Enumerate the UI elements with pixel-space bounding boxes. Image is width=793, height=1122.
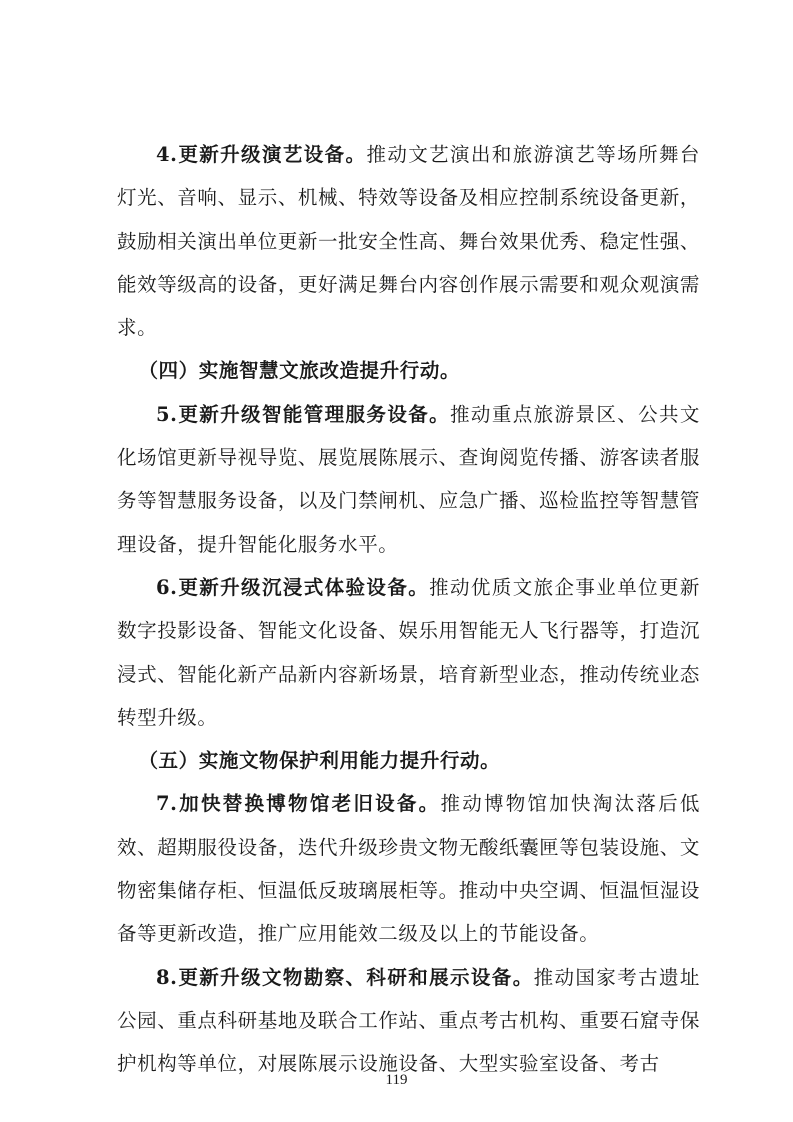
- paragraph-performance-equipment: [117, 133, 700, 349]
- paragraph-museum-equipment: [117, 782, 700, 955]
- paragraph-body: 推动重点旅游景区、公共文化场馆更新导视导览、展览展陈展示、查询阅览传播、游客读者服务等智慧服务设备，以及门禁闸机、应急广播、巡检监控等智慧管理设备，提升智能化服务水平。: [117, 402, 701, 556]
- paragraph-lead: 7.加快替换博物馆老旧设备。: [156, 792, 441, 816]
- section-heading-heritage-protection: （五）实施文物保护利用能力提升行动。: [138, 749, 501, 773]
- paragraph-lead: 5.更新升级智能管理服务设备。: [156, 402, 451, 426]
- paragraph-body: 推动博物馆加快淘汰落后低效、超期服役设备，迭代升级珍贵文物无酸纸囊匣等包装设施、文物密集储存柜、恒温低反玻璃展柜等。推动中央空调、恒温恒湿设备等更新改造，推广应用能效二级及以上的节能设备。: [117, 792, 701, 946]
- section-heading-smart-tourism: （四）实施智慧文旅改造提升行动。: [138, 359, 461, 383]
- paragraph-immersive-equipment: [117, 566, 700, 739]
- paragraph-lead: 8.更新升级文物勘察、科研和展示设备。: [156, 965, 534, 989]
- paragraph-lead: 4.更新升级演艺设备。: [156, 143, 367, 166]
- paragraph-smart-service-equipment: [117, 393, 700, 566]
- paragraph-body: 推动优质文旅企事业单位更新数字投影设备、智能文化设备、娱乐用智能无人飞行器等，打造沉浸式、智能化新产品新内容新场景，培育新型业态，推动传统业态转型升级。: [117, 575, 700, 729]
- paragraph-body: 推动文艺演出和旅游演艺等场所舞台灯光、音响、显示、机械、特效等设备及相应控制系统设备更新，鼓励相关演出单位更新一批安全性高、舞台效果优秀、稳定性强、能效等级高的设备，更好满足舞台内容创作展示需要和观众观演需求。: [117, 143, 700, 340]
- page-number: 119: [385, 1072, 408, 1088]
- paragraph-lead: 6.更新升级沉浸式体验设备。: [156, 575, 430, 599]
- paragraph-body: 推动国家考古遗址公园、重点科研基地及联合工作站、重点考古机构、重要石窟寺保护机构等单位，对展陈展示设施设备、大型实验室设备、考古: [117, 965, 700, 1076]
- paragraph-survey-research-equipment: [117, 956, 700, 1086]
- page-content: [117, 133, 700, 1086]
